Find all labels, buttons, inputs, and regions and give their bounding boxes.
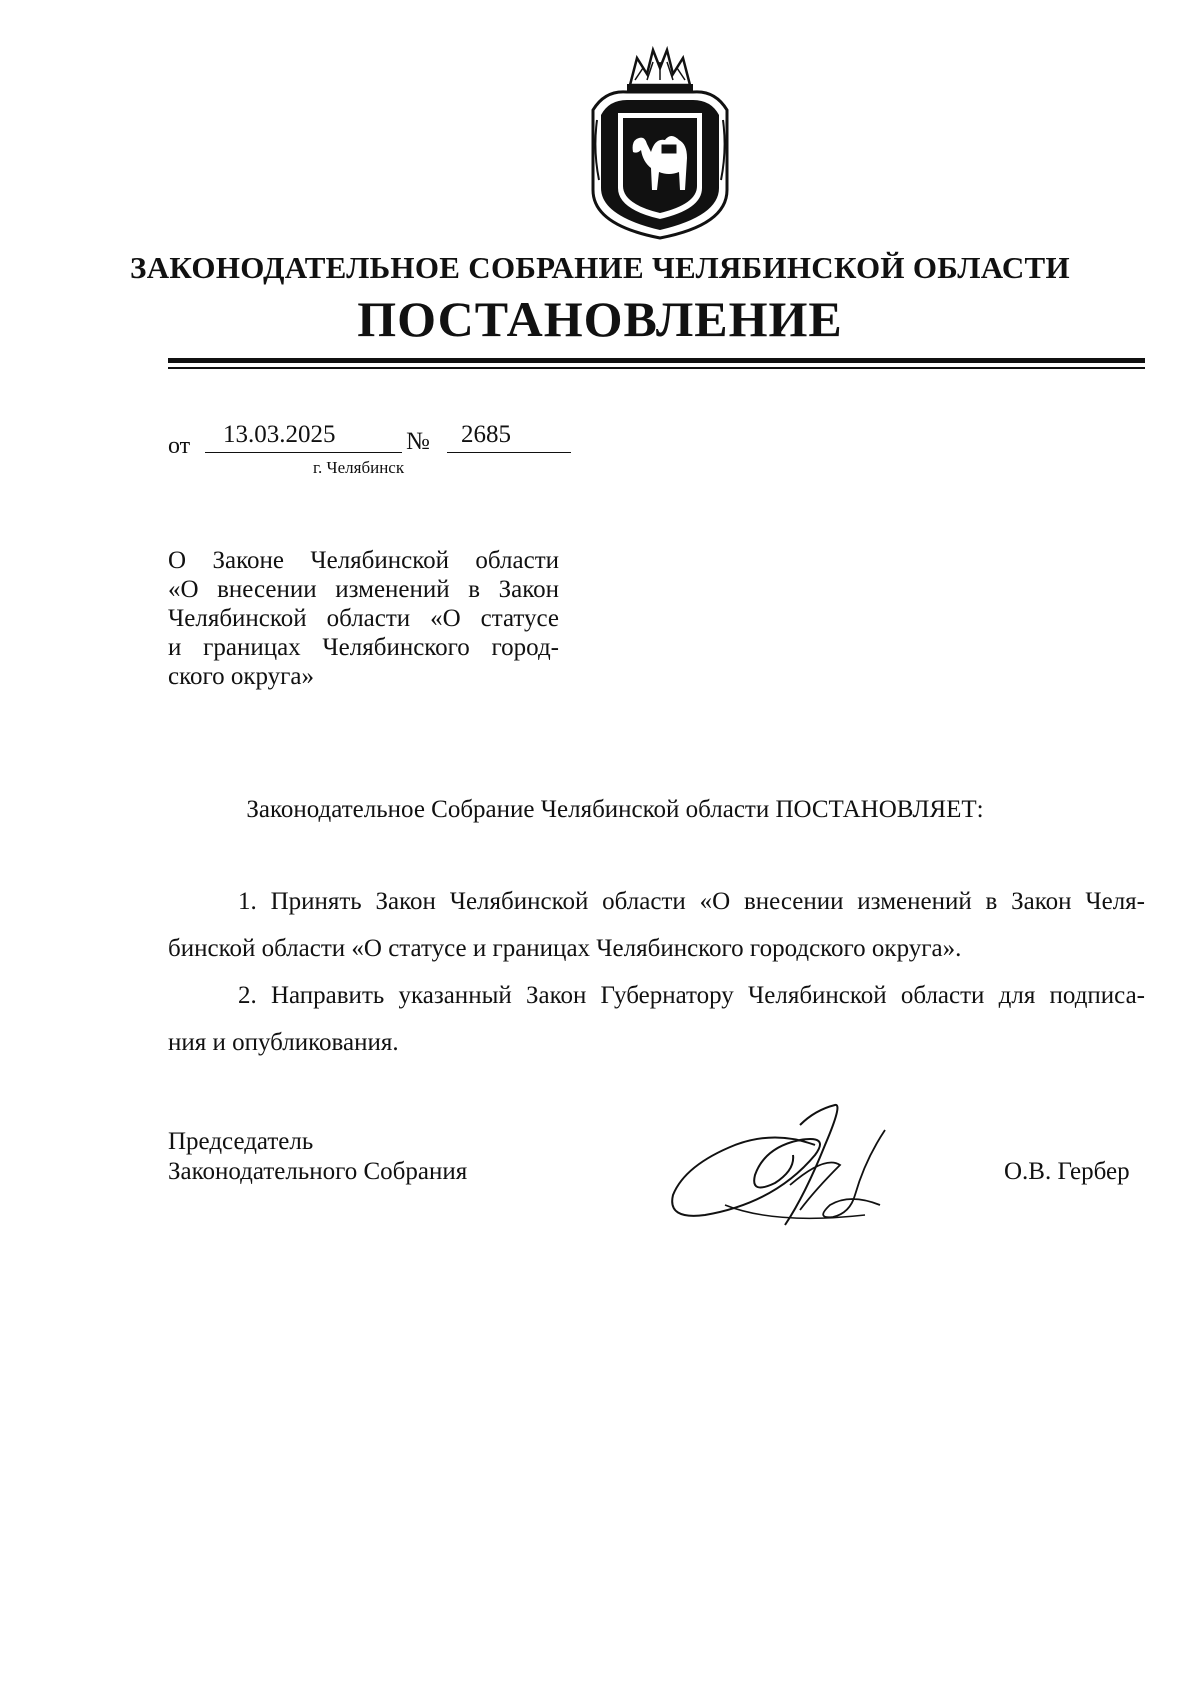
document-type-title: ПОСТАНОВЛЕНИЕ <box>357 291 843 347</box>
subject-line: ского округа» <box>168 663 315 690</box>
coat-of-arms-emblem <box>585 40 735 240</box>
subject-line: Челябинской области «О статусе <box>168 605 559 632</box>
item-1-line-1: 1. Принять Закон Челябинской области «О внесении изменений в Закон Челя- <box>238 888 1145 915</box>
date-prefix: от <box>168 433 191 459</box>
document-date: 13.03.2025 <box>205 421 402 453</box>
position-line-1: Председатель <box>168 1128 314 1155</box>
document-subject <box>168 546 559 691</box>
signatory-position <box>168 1127 467 1187</box>
header-rule-thin <box>168 367 1145 369</box>
item-2-line-2: ния и опубликования. <box>168 1029 399 1056</box>
document-number: 2685 <box>447 421 571 453</box>
organization-name: ЗАКОНОДАТЕЛЬНОЕ СОБРАНИЕ ЧЕЛЯБИНСКОЙ ОБЛАСТИ <box>130 250 1070 285</box>
city-label: г. Челябинск <box>313 458 405 477</box>
subject-line: «О внесении изменений в Закон <box>168 576 559 603</box>
subject-line: О Законе Челябинской области <box>168 547 559 574</box>
item-2-line-1: 2. Направить указанный Закон Губернатору Челябинской области для подписа- <box>238 982 1145 1009</box>
resolves-clause: Законодательное Собрание Челябинской области ПОСТАНОВЛЯЕТ: <box>246 796 984 823</box>
resolution-items <box>168 878 1145 1066</box>
item-1-line-2: бинской области «О статусе и границах Челябинского городского округа». <box>168 935 962 962</box>
signatory-name: О.В. Гербер <box>1004 1158 1130 1185</box>
subject-line: и границах Челябинского город- <box>168 634 559 661</box>
header-rule-thick <box>168 358 1145 363</box>
position-line-2: Законодательного Собрания <box>168 1158 468 1185</box>
number-prefix: № <box>406 428 430 455</box>
handwritten-signature <box>665 1085 925 1235</box>
